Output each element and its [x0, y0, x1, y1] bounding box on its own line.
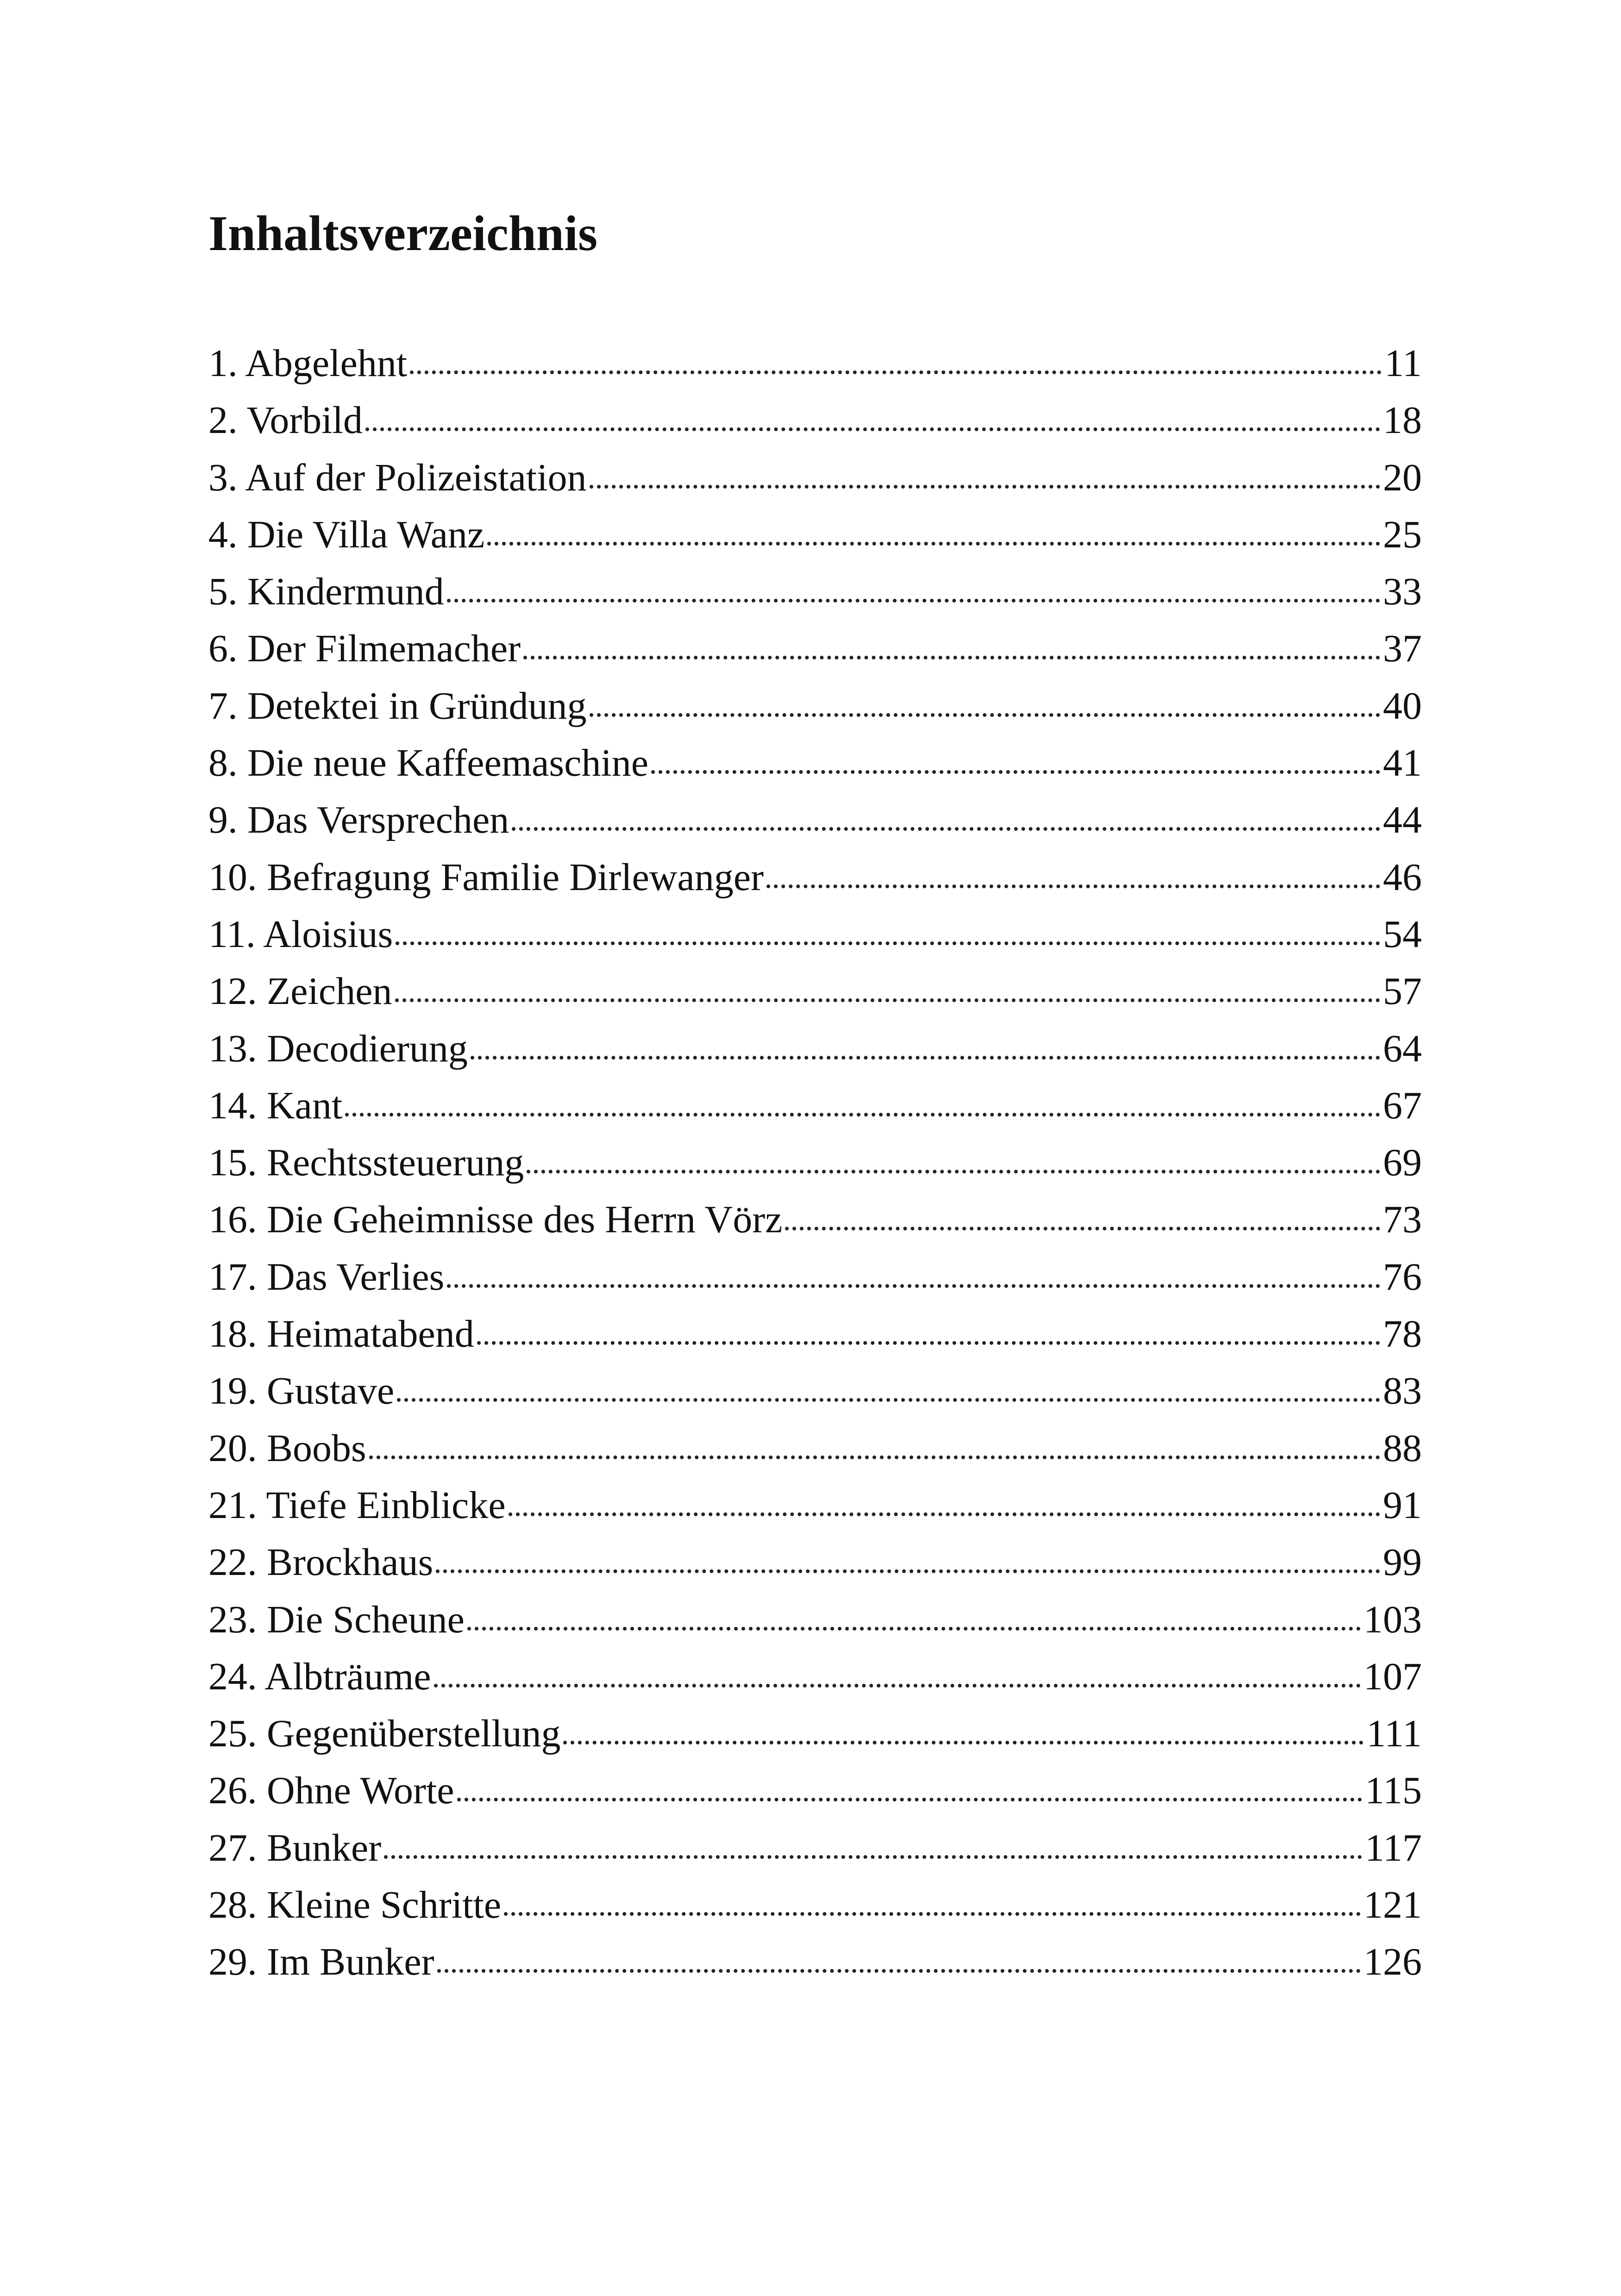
toc-entry-page-number: 18	[1383, 399, 1422, 442]
toc-entry-label: 16. Die Geheimnisse des Herrn Vörz	[208, 1198, 783, 1242]
toc-entry	[208, 849, 1422, 906]
toc-entry-page-number: 103	[1363, 1598, 1422, 1641]
dot-leader	[384, 1855, 1362, 1859]
toc-entry	[208, 1248, 1422, 1305]
toc-entry-page-number: 117	[1365, 1826, 1422, 1869]
dot-leader	[651, 770, 1380, 774]
dot-leader	[437, 1969, 1361, 1973]
dot-leader	[512, 827, 1380, 831]
dot-leader	[345, 1113, 1380, 1117]
document-page	[208, 0, 1422, 2296]
toc-entry-label: 25. Gegenüberstellung	[208, 1712, 561, 1756]
dot-leader	[434, 1684, 1361, 1687]
toc-entry-page-number: 91	[1383, 1483, 1422, 1527]
dot-leader	[523, 656, 1380, 659]
toc-entry-label: 22. Brockhaus	[208, 1541, 434, 1584]
dot-leader	[467, 1627, 1361, 1631]
toc-entry-page-number: 99	[1383, 1541, 1422, 1584]
toc-entry-label: 27. Bunker	[208, 1826, 382, 1869]
toc-entry-label: 11. Aloisius	[208, 912, 393, 956]
toc-entry-page-number: 64	[1383, 1027, 1422, 1070]
toc-entry-label: 1. Abgelehnt	[208, 342, 408, 385]
toc-entry-page-number: 25	[1383, 513, 1422, 556]
dot-leader	[397, 1398, 1380, 1402]
dot-leader	[785, 1227, 1380, 1230]
toc-entry-page-number: 76	[1383, 1255, 1422, 1299]
dot-leader	[457, 1798, 1363, 1801]
toc-entry-label: 19. Gustave	[208, 1369, 395, 1413]
toc-entry-page-number: 126	[1363, 1940, 1422, 1984]
toc-entry-label: 6. Der Filmemacher	[208, 627, 521, 671]
toc-entry	[208, 963, 1422, 1020]
toc-entry	[208, 1420, 1422, 1477]
toc-entry-page-number: 121	[1363, 1883, 1422, 1927]
toc-entry-label: 15. Rechtssteuerung	[208, 1141, 524, 1185]
toc-entry-page-number: 111	[1366, 1712, 1422, 1756]
toc-entry-page-number: 11	[1384, 342, 1422, 385]
toc-entry-page-number: 57	[1383, 970, 1422, 1013]
toc-entry	[208, 335, 1422, 392]
toc-entry	[208, 620, 1422, 677]
toc-entry	[208, 1477, 1422, 1534]
toc-entry-page-number: 37	[1383, 627, 1422, 671]
dot-leader	[447, 599, 1380, 602]
toc-entry-label: 8. Die neue Kaffeemaschine	[208, 741, 649, 785]
toc-entry	[208, 1534, 1422, 1591]
toc-entry-page-number: 54	[1383, 912, 1422, 956]
toc-entry-page-number: 33	[1383, 570, 1422, 614]
toc-entry-label: 5. Kindermund	[208, 570, 444, 614]
toc-entry	[208, 563, 1422, 620]
dot-leader	[365, 427, 1380, 431]
toc-entry-label: 7. Detektei in Gründung	[208, 684, 587, 728]
toc-entry-label: 21. Tiefe Einblicke	[208, 1483, 506, 1527]
toc-entry-page-number: 67	[1383, 1084, 1422, 1127]
toc-entry	[208, 1762, 1422, 1819]
toc-entry-page-number: 107	[1363, 1655, 1422, 1698]
toc-entry-label: 17. Das Verlies	[208, 1255, 445, 1299]
toc-entry-page-number: 40	[1383, 684, 1422, 728]
dot-leader	[471, 1056, 1380, 1060]
toc-entry-label: 20. Boobs	[208, 1426, 366, 1470]
toc-entry-page-number: 41	[1383, 741, 1422, 785]
toc-entry	[208, 1705, 1422, 1762]
toc-entry	[208, 1134, 1422, 1191]
toc-entry-page-number: 69	[1383, 1141, 1422, 1185]
toc-entry-label: 14. Kant	[208, 1084, 343, 1127]
toc-entry-label: 10. Befragung Familie Dirlewanger	[208, 855, 764, 899]
dot-leader	[504, 1912, 1361, 1916]
dot-leader	[509, 1512, 1380, 1516]
toc-entry	[208, 1362, 1422, 1419]
toc-entry-label: 9. Das Versprechen	[208, 798, 509, 842]
toc-entry	[208, 1305, 1422, 1362]
toc-entry-page-number: 20	[1383, 456, 1422, 499]
toc-entry	[208, 1591, 1422, 1648]
toc-entry-page-number: 88	[1383, 1426, 1422, 1470]
dot-leader	[369, 1455, 1380, 1459]
toc-entry	[208, 1020, 1422, 1077]
toc-entry	[208, 734, 1422, 791]
toc-entry	[208, 449, 1422, 506]
toc-entry-label: 18. Heimatabend	[208, 1312, 474, 1356]
toc-entry	[208, 392, 1422, 449]
toc-entry	[208, 1648, 1422, 1705]
dot-leader	[395, 998, 1381, 1002]
toc-entry-label: 2. Vorbild	[208, 399, 363, 442]
dot-leader	[477, 1341, 1380, 1345]
toc-entry	[208, 506, 1422, 563]
dot-leader	[410, 370, 1382, 374]
toc-entry	[208, 1933, 1422, 1990]
toc-entry-page-number: 115	[1365, 1769, 1422, 1813]
toc-entry	[208, 678, 1422, 734]
toc-title: Inhaltsverzeichnis	[208, 206, 598, 261]
dot-leader	[590, 713, 1381, 717]
toc-entry-label: 26. Ohne Worte	[208, 1769, 454, 1813]
toc-entry	[208, 1819, 1422, 1876]
toc-entry-label: 24. Albträume	[208, 1655, 431, 1698]
toc-entry	[208, 1077, 1422, 1134]
dot-leader	[436, 1569, 1380, 1573]
dot-leader	[396, 941, 1380, 945]
toc-entry-label: 12. Zeichen	[208, 970, 392, 1013]
toc-entry-label: 28. Kleine Schritte	[208, 1883, 502, 1927]
toc-entry-page-number: 73	[1383, 1198, 1422, 1242]
dot-leader	[447, 1284, 1380, 1288]
toc-entry-page-number: 83	[1383, 1369, 1422, 1413]
dot-leader	[767, 885, 1380, 888]
toc-entry	[208, 1191, 1422, 1248]
toc-entry-label: 29. Im Bunker	[208, 1940, 434, 1984]
toc-entry-label: 3. Auf der Polizeistation	[208, 456, 587, 499]
toc-list	[208, 335, 1422, 1991]
toc-entry-label: 4. Die Villa Wanz	[208, 513, 485, 556]
toc-entry	[208, 791, 1422, 848]
toc-entry-page-number: 78	[1383, 1312, 1422, 1356]
toc-entry-label: 23. Die Scheune	[208, 1598, 465, 1641]
toc-entry-page-number: 44	[1383, 798, 1422, 842]
dot-leader	[590, 485, 1380, 489]
toc-entry-label: 13. Decodierung	[208, 1027, 468, 1070]
dot-leader	[487, 542, 1380, 546]
dot-leader	[527, 1170, 1380, 1173]
toc-entry	[208, 906, 1422, 963]
toc-entry	[208, 1876, 1422, 1933]
toc-entry-page-number: 46	[1383, 855, 1422, 899]
dot-leader	[563, 1741, 1363, 1744]
